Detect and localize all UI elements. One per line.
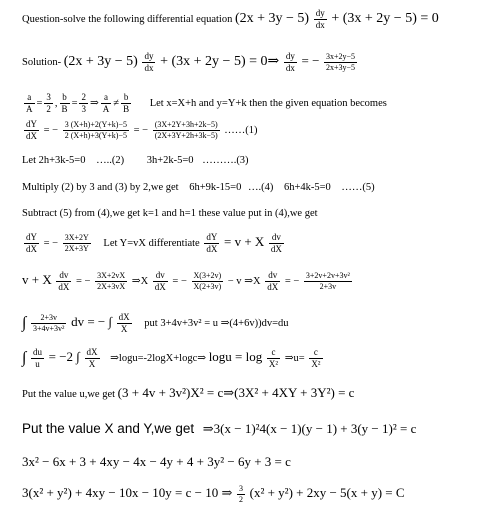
c-over-x-squared: $\frac{c}{\text{X²}}$ [311,347,321,369]
expanded-line: 3x² − 6x + 3 + 4xy − 4x − 4y + 4 + 3y² − 6y + 3 = c [22,454,291,469]
eq-part: (2x + 3y − 5) [63,53,138,69]
integral-sign: ∫ [22,349,27,367]
separation-line: v + X $\frac{dv}{dX}$ = − $\frac{3X+2vX}{2X+3vX}$ ⇒X $\frac{dv}{dX}$ = − $\frac{X(3+2v)}{X(2+3v)}$ − v ⇒X $\frac{dv}{dX}$ = − $\frac{\text{3+2v+2v+3v²}}{2+3v}$ [22,270,350,292]
subtract-line: Subtract (5) from (4),we get k=1 and h=1 these value put in (4),we get [22,208,318,219]
homogeneous-line: $\frac{dY}{dX}$ = − $\frac{3X+2Y}{2X+3Y}$ Let Y=vX differentiate $\frac{dY}{dX}$ = v + X $\frac{dv}{dX}$ [26,232,282,254]
derivative-fraction: $\frac{dv}{dX}$ [270,232,282,254]
integrand-fraction: $\frac{du}{u}$ [33,347,43,369]
log-line: ∫ $\frac{du}{u}$ = −2 ∫ $\frac{dX}{X}$ ⇒logu=-2logX+logc⇒ logu = log $\frac{c}{\text{X²}}$ ⇒u= $\frac{c}{\text{X²}}$ [22,347,321,369]
put-u-line: Put the value u,we get (3 + 4v + 3v²)X² = c⇒(3X² + 4XY + 3Y²) = c [22,385,355,400]
question-line [22,9,439,30]
derivative-fraction: $\frac{dY}{dX}$ [26,119,37,141]
combined-fraction: $\frac{\text{3+2v+2v+3v²}}{2+3v}$ [305,271,350,291]
eq-part: + (3x + 2y − 5) = 0⇒ [160,53,280,69]
derivative-fraction: $\frac{dY}{dX}$ [206,232,218,254]
derivative-fraction: $\frac{dy}{dx}$ [315,8,325,30]
eq-part: (2x + 3y − 5) [234,10,310,26]
question-text: Question-solve the following differential equation [22,13,233,25]
solution-label: Solution- [22,56,62,68]
derivative-fraction: $\frac{dy}{dx}$ [144,51,154,73]
integrand-fraction: $\frac{dX}{X}$ [118,312,130,334]
integrand-fraction: $\frac{dX}{X}$ [86,347,98,369]
ratio-line: $\frac{a}{A}$ = $\frac{3}{2}$ , $\frac{b}{B}$ = $\frac{2}{3}$ ⇒ $\frac{a}{A}$ ≠ $\frac{b}{B}$ Let x=X+h and y=Y+k then the given equation becomes [26,92,387,114]
derivative-fraction: $\frac{dv}{dX}$ [154,270,166,292]
substitution-text: Let x=X+h and y=Y+k then the given equation becomes [149,97,387,109]
ratio-fraction: $\frac{a}{A}$ [102,92,110,114]
homogeneous-fraction: $\frac{3X+2Y}{2X+3Y}$ [64,233,89,253]
integrand-fraction: $\frac{2+3v}{\text{3+4v+3v²}}$ [33,313,65,333]
ratio-fraction: $\frac{a}{A}$ [26,92,33,114]
final-answer-line: 3(x² + y²) + 4xy − 10x − 10y = c − 10 ⇒ $\frac{3}{2}$ (x² + y²) + 2xy − 5(x + y) = C [22,484,405,504]
substituted-equation-line: $\frac{dY}{dX}$ = − $\frac{3 (X+h)+2(Y+k)-5}{2 (X+h)+3(Y+k)-5}$ = − $\frac{(3X+2Y+3h+2k-5)}{(2X+3Y+2h+3k-5)}$ ……(1) [26,119,258,141]
eq-part: = − [301,52,320,68]
expanded-fraction: $\frac{3 (X+h)+2(Y+k)-5}{2 (X+h)+3(Y+k)-5}$ [64,120,127,140]
solution-line [22,52,359,73]
integral-sign: ∫ [22,314,27,332]
derivative-fraction: $\frac{dy}{dx}$ [285,51,295,73]
multiply-line: Multiply (2) by 3 and (3) by 2,we get 6h+9k-15=0 ….(4) 6h+4k-5=0 ……(5) [22,182,375,193]
substituted-fraction: $\frac{3X+2vX}{2X+3vX}$ [97,271,126,291]
ratio-fraction: $\frac{b}{B}$ [123,92,130,114]
equation-tag: ……(1) [224,124,258,136]
final-fraction: $\frac{3}{2}$ [238,484,243,504]
integral-line: ∫ $\frac{2+3v}{\text{3+4v+3v²}}$ dv = − ∫ $\frac{dX}{X}$ put 3+4v+3v² = u ⇒(4+6v))dv=du [22,312,289,334]
derivative-fraction: $\frac{dY}{dX}$ [26,232,37,254]
c-over-x-squared: $\frac{c}{\text{X²}}$ [268,347,279,369]
let-line: Let 2h+3k-5=0 …..(2) 3h+2k-5=0 ……….(3) [22,155,249,166]
derivative-fraction: $\frac{dv}{dX}$ [267,270,279,292]
ratio-fraction: $\frac{b}{B}$ [61,92,68,114]
ratio-fraction: $\frac{2}{3}$ [81,92,86,114]
grouped-fraction: $\frac{(3X+2Y+3h+2k-5)}{(2X+3Y+2h+3k-5)}$ [154,120,218,140]
put-xy-line: Put the value X and Y,we get ⇒3(x − 1)²4(x − 1)(y − 1) + 3(y − 1)² = c [22,421,417,436]
factored-fraction: $\frac{X(3+2v)}{X(2+3v)}$ [193,271,222,291]
ratio-fraction: $\frac{3}{2}$ [46,92,51,114]
derivative-fraction: $\frac{dv}{dX}$ [58,270,70,292]
rhs-fraction: $\frac{3x+2y-5}{2x+3y-5}$ [326,52,356,72]
eq-part: + (3x + 2y − 5) = 0 [331,10,439,26]
